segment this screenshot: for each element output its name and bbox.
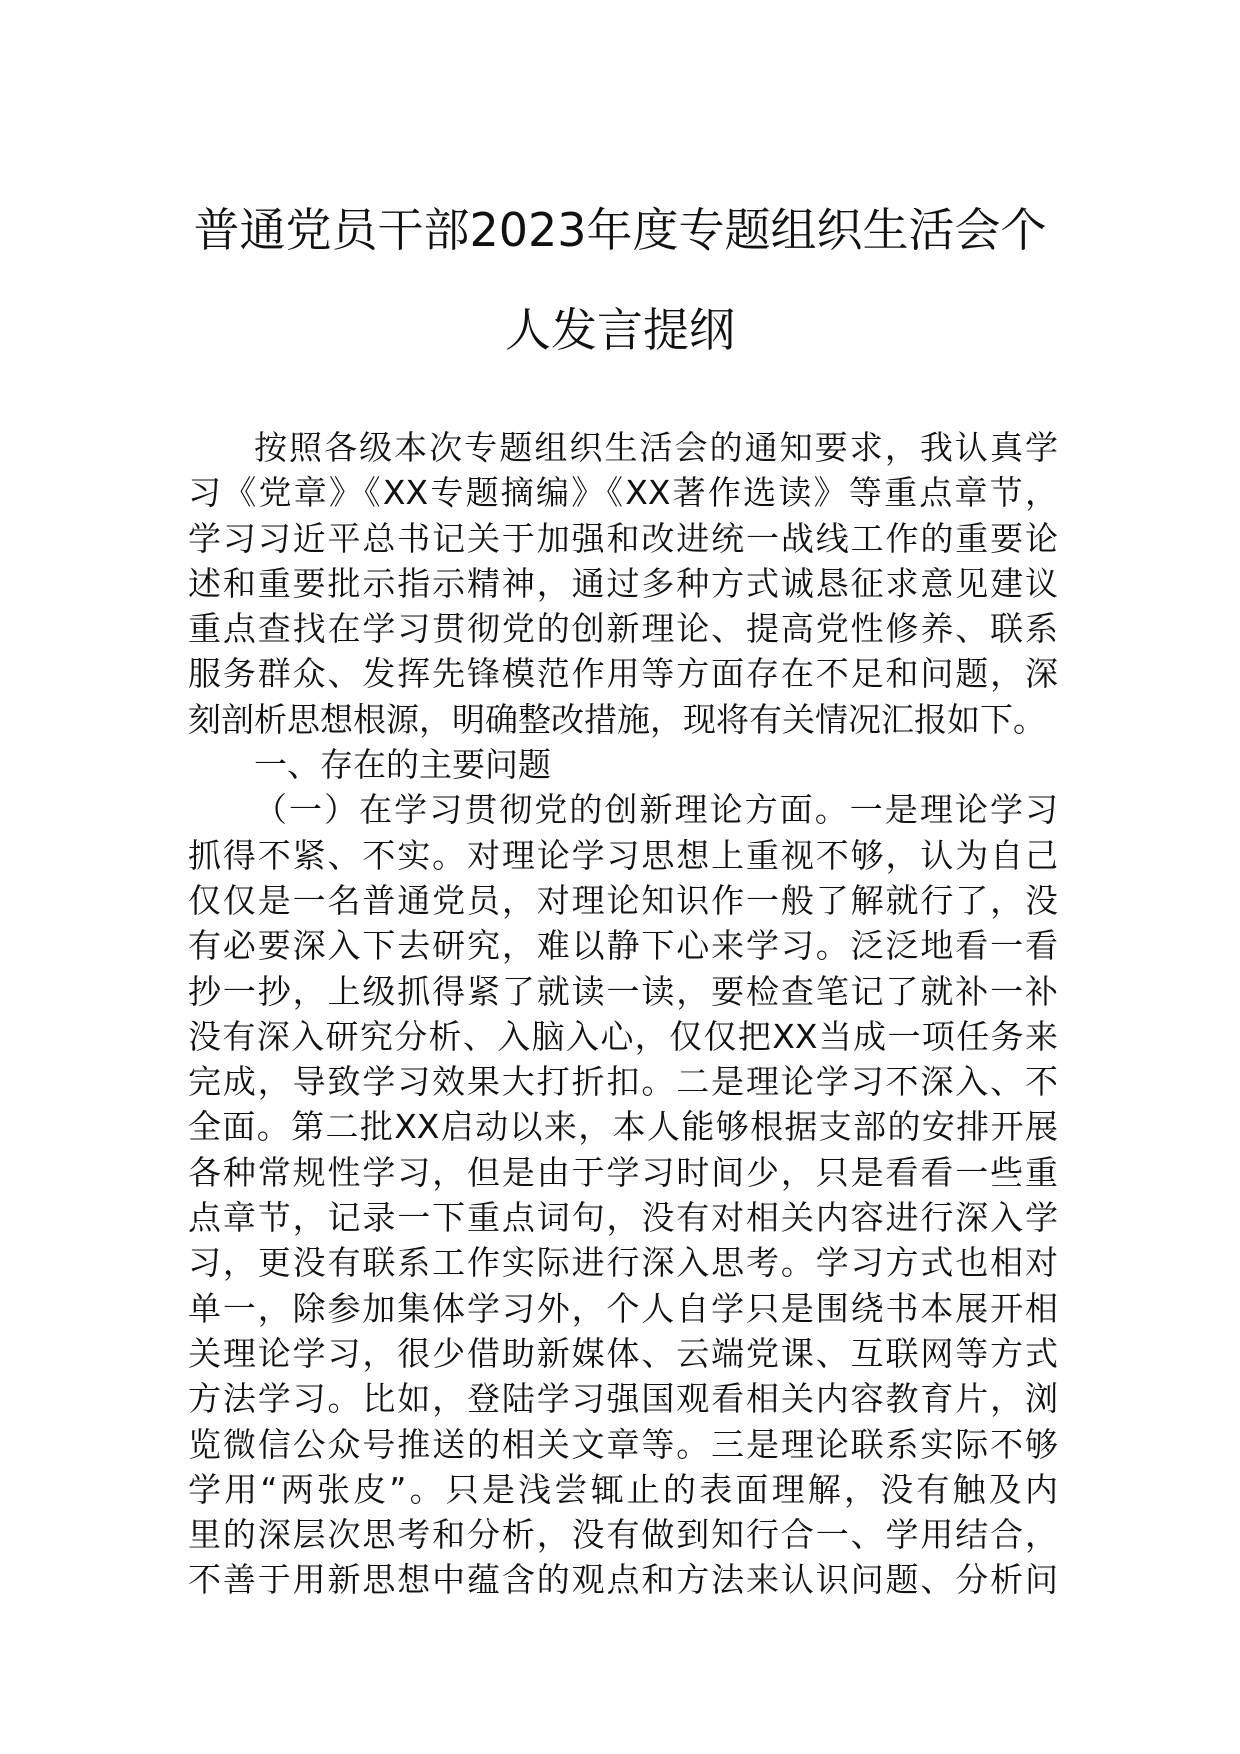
paragraph-problem-line: （一）在学习贯彻党的创新理论方面。一是理论学习 [254,790,1058,830]
paragraph-problem-line: 抓得不紧、不实。对理论学习思想上重视不够，认为自己 [188,835,1058,875]
paragraph-intro-line: 学习习近平总书记关于加强和改进统一战线工作的重要论 [188,518,1058,558]
title-line-1: 普通党员干部2023年度专题组织生活会个 [193,203,1047,257]
paragraph-intro-line: 刻剖析思想根源，明确整改措施，现将有关情况汇报如下。 [188,699,1046,739]
paragraph-intro-line: 服务群众、发挥先锋模范作用等方面存在不足和问题，深 [188,654,1058,694]
paragraph-problem-line: 不善于用新思想中蕴含的观点和方法来认识问题、分析问 [188,1560,1058,1600]
paragraph-problem-line: 单一，除参加集体学习外，个人自学只是围绕书本展开相 [188,1288,1058,1328]
paragraph-problem-line: 有必要深入下去研究，难以静下心来学习。泛泛地看一看 [188,926,1058,966]
paragraph-problem-line: 里的深层次思考和分析，没有做到知行合一、学用结合， [188,1515,1058,1555]
paragraph-problem-line: 没有深入研究分析、入脑入心，仅仅把XX当成一项任务来 [188,1016,1058,1056]
paragraph-problem-line: 学用“两张皮”。只是浅尝辄止的表面理解，没有触及内 [188,1469,1058,1509]
paragraph-intro-line: 重点查找在学习贯彻党的创新理论、提高党性修养、联系 [188,609,1058,649]
paragraph-problem-line: 全面。第二批XX启动以来，本人能够根据支部的安排开展 [188,1107,1058,1147]
paragraph-problem-line: 习，更没有联系工作实际进行深入思考。学习方式也相对 [188,1243,1058,1283]
paragraph-intro-line: 述和重要批示指示精神，通过多种方式诚恳征求意见建议 [188,563,1058,603]
section-heading: 一、存在的主要问题 [254,745,551,785]
paragraph-intro-line: 按照各级本次专题组织生活会的通知要求，我认真学 [254,428,1058,467]
paragraph-problem-line: 方法学习。比如，登陆学习强国观看相关内容教育片，浏 [188,1379,1058,1419]
paragraph-intro-line: 习《党章》《XX专题摘编》《XX著作选读》等重点章节， [188,473,1058,513]
paragraph-problem-line: 关理论学习，很少借助新媒体、云端党课、互联网等方式 [188,1333,1058,1373]
paragraph-problem-line: 点章节，记录一下重点词句，没有对相关内容进行深入学 [188,1198,1058,1238]
paragraph-problem-line: 仅仅是一名普通党员，对理论知识作一般了解就行了，没 [188,880,1058,920]
paragraph-problem-line: 各种常规性学习，但是由于学习时间少，只是看看一些重 [188,1152,1058,1192]
title-line-2: 人发言提纲 [505,303,735,357]
paragraph-problem-line: 抄一抄，上级抓得紧了就读一读，要检查笔记了就补一补 [188,971,1058,1011]
document-body [188,425,1058,1603]
paragraph-problem-line: 览微信公众号推送的相关文章等。三是理论联系实际不够 [188,1424,1058,1464]
document-title [150,180,1090,380]
paragraph-problem-line: 完成，导致学习效果大打折扣。二是理论学习不深入、不 [188,1062,1058,1102]
